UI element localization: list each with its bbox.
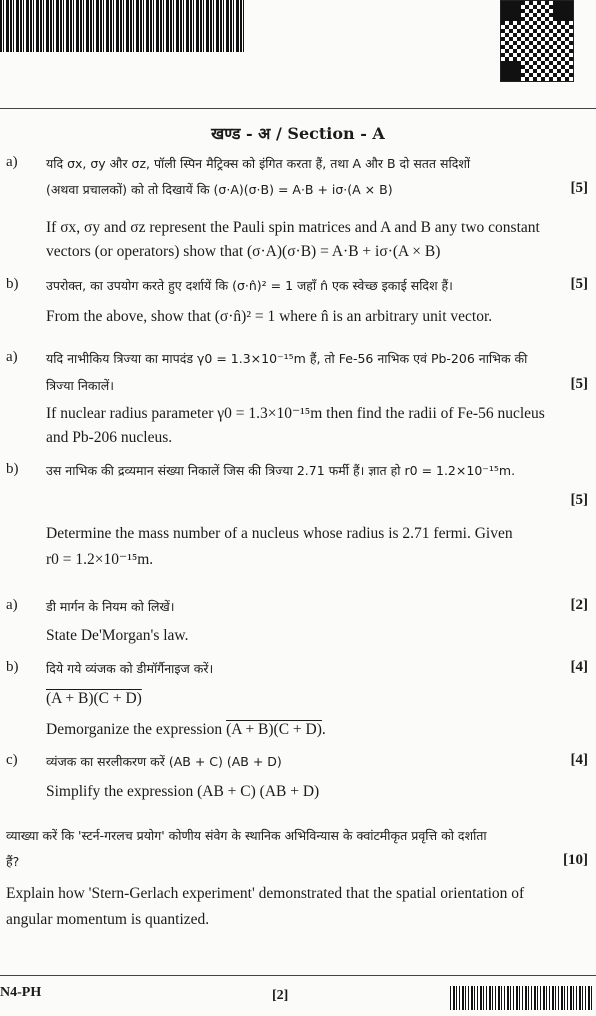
q3a-label: a)	[6, 597, 18, 613]
footer-code: N4-PH	[0, 985, 42, 1000]
q2a-marks: [5]	[570, 376, 588, 392]
q3b-label: b)	[6, 659, 19, 675]
q1a-hindi-line2: (अथवा प्रचालकों) को तो दिखायें कि (σ·A)(σ·B) = A·B + iσ·(A × B)	[46, 182, 393, 197]
qr-code	[500, 0, 574, 82]
q1b-label: b)	[6, 276, 19, 292]
q2a-english-line1: If nuclear radius parameter γ0 = 1.3×10⁻¹⁵m then find the radii of Fe-56 nucleus	[46, 405, 545, 422]
q3b-english-prefix: Demorganize the expression	[46, 721, 223, 738]
page-number: [2]	[272, 988, 289, 1003]
q2a-hindi-line2: त्रिज्या निकालें।	[46, 378, 114, 393]
q2b-english-line1: Determine the mass number of a nucleus whose radius is 2.71 fermi. Given	[46, 525, 513, 542]
q2b-label: b)	[6, 461, 19, 477]
q3a-english-line1: State De'Morgan's law.	[46, 627, 189, 644]
q3b-expression-text: (A + B)(C + D)	[46, 690, 142, 707]
q1b-english-line1: From the above, show that (σ·n̂)² = 1 where n̂ is an arbitrary unit vector.	[46, 308, 493, 325]
q1a-marks: [5]	[570, 180, 588, 196]
q1b-hindi-line1: उपरोक्त, का उपयोग करते हुए दर्शायें कि (σ·n̂)² = 1 जहाँ n̂ एक स्वेच्छ इकाई सदिश हैं।	[46, 278, 453, 293]
q3a-hindi-line1: डी मार्गन के नियम को लिखें।	[46, 599, 175, 614]
q3c-hindi-line1: व्यंजक का सरलीकरण करें (AB + C) (AB + D)	[46, 754, 282, 769]
q4-marks: [10]	[563, 852, 588, 868]
q1a-english-line2: vectors (or operators) show that (σ·A)(σ·B) = A·B + iσ·(A × B)	[46, 243, 441, 260]
q3b-english-expression: (A + B)(C + D)	[226, 721, 322, 738]
q3c-marks: [4]	[570, 752, 588, 768]
q2a-hindi-line1: यदि नाभीकिय त्रिज्या का मापदंड γ0 = 1.3×10⁻¹⁵m हैं, तो Fe-56 नाभिक एवं Pb-206 नाभिक की	[46, 351, 528, 366]
q3b-hindi-line1: दिये गये व्यंजक को डीमॉर्गैनाइज करें।	[46, 661, 214, 676]
q2b-marks: [5]	[570, 492, 588, 508]
footer-divider	[0, 975, 596, 976]
q3c-english-line1: Simplify the expression (AB + C) (AB + D)	[46, 783, 320, 800]
top-barcode	[0, 0, 245, 52]
section-title: खण्ड - अ / Section - A	[211, 124, 385, 143]
q3b-expression	[46, 689, 556, 709]
q2a-english-line2: and Pb-206 nucleus.	[46, 429, 173, 446]
q2a-label: a)	[6, 349, 18, 365]
q2b-hindi-line1: उस नाभिक की द्रव्यमान संख्या निकालें जिस की त्रिज्या 2.71 फर्मी हैं। ज्ञात हो r0 = 1.2×10⁻¹⁵m.	[46, 463, 516, 478]
q1b-marks: [5]	[570, 276, 588, 292]
top-divider	[0, 108, 596, 109]
q3c-label: c)	[6, 752, 18, 768]
q1a-label: a)	[6, 154, 18, 170]
q4-english-line2: angular momentum is quantized.	[6, 911, 210, 928]
q1a-hindi-line1: यदि σx, σy और σz, पॉली स्पिन मैट्रिक्स को इंगित करता हैं, तथा A और B दो सतत सदिशों	[46, 156, 471, 171]
q4-hindi-line2: हैं?	[6, 854, 20, 869]
bottom-barcode	[450, 986, 592, 1010]
q2b-english-line2: r0 = 1.2×10⁻¹⁵m.	[46, 551, 154, 568]
q4-english-line1: Explain how 'Stern-Gerlach experiment' demonstrated that the spatial orientation of	[6, 885, 525, 902]
q3b-english-line1: Demorganize the expression (A + B)(C + D).	[46, 721, 326, 738]
q3a-marks: [2]	[570, 597, 588, 613]
q4-hindi-line1: व्याख्या करें कि 'स्टर्न-गरलच प्रयोग' कोणीय संवेग के स्थानिक अभिविन्यास के क्वांटमीकृत प्रवृत्ति को दर्शाता	[6, 828, 487, 843]
q1a-english-line1: If σx, σy and σz represent the Pauli spin matrices and A and B any two constant	[46, 219, 540, 236]
q3b-marks: [4]	[570, 659, 588, 675]
